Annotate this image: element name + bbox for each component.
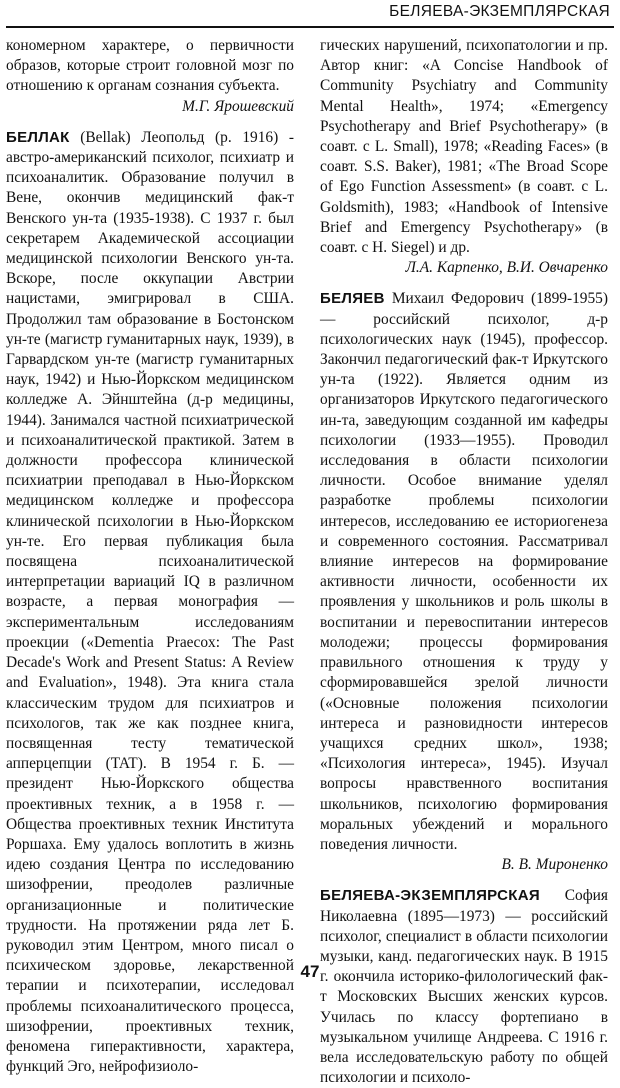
- entry-gap: [320, 278, 608, 289]
- running-head-title: БЕЛЯЕВА-ЭКЗЕМПЛЯРСКАЯ: [389, 3, 610, 20]
- page-number: 47: [300, 962, 320, 981]
- entry-headword: БЕЛЛАК: [6, 128, 70, 146]
- header-rule: [6, 26, 614, 28]
- entry-body: София Николаевна (1895—1973) — российский психолог, специалист в области психологии музыки, канд. педагогических наук. В 1915 г. окончила историко-филологический фак-т Московских Высших женских курсов. Училась по классу фортепиано в музыкальном училище Андреева. С 1916 г. вела исследовательскую работу по общей психологии и психоло-: [320, 887, 608, 1087]
- entry-author-signature: М.Г. Ярошевский: [182, 97, 294, 115]
- entry-author-signature: Л.А. Карпенко, В.И. Овчаренко: [405, 259, 608, 277]
- left-column: [6, 36, 294, 1077]
- entry-bellak: [6, 128, 294, 1078]
- running-head: [0, 0, 620, 34]
- entry-headword: БЕЛЯЕВА-ЭКЗЕМПЛЯРСКАЯ: [320, 887, 540, 905]
- entry-body: Михаил Федорович (1899-1955) — российский психолог, д-р психологических наук (1945), профессор. Закончил педагогический фак-т Иркутского ун-та (1922). Является одним из организаторов Иркутского педагогического ин-та, заведующим созданной им кафедры психологии (1933—1955). Проводил исследования в области психологии личности. Особое внимание уделял разработке проблемы психологии интересов, исследованию ее историогенеза и современного состояния. Рассматривал влияние интересов на формирование активности личности, особенности их проявления у школьников и роль школы в воспитании и перевоспитании интересов молодежи; процессы формирования правильного отношения к труду у сформировавшейся зрелой личности («Основные положения психологии интереса и разновидности интересов учащихся средних школ», 1938; «Психология интереса», 1945). Изучал вопросы нравственного воспитания школьников, психологию формирования моральных убеждений и морального поведения личности.: [320, 290, 608, 853]
- entry-body: (Bellak) Леопольд (р. 1916) - австро-американский психолог, психиатр и психоаналитик. Образование получил в Вене, окончив медицинский фак-т Венского ун-та (1935-1938). С 1937 г. был секретарем Академической ассоциации медицинской психологии Венского ун-та. Вскоре, после оккупации Австрии нацистами, эмигрировал в США. Продолжил там образование в Бостонском ун-те (магистр гуманитарных наук, 1939), в Гарвардском ун-те (магистр гуманитарных наук, 1942) и Нью-Йоркском медицинском колледже А. Эйнштейна (д-р медицины, 1944). Занимался частной психиатрической и психоаналитической практикой. Затем в должности профессора клинической психиатрии преподавал в Нью-Йоркском медицинском колледже и профессора клинической психологии в Нью-Йоркском ун-те. Его первая публикация была посвящена психоаналитической интерпретации вариаций IQ в различном возрасте, а первая монография — экспериментальным исследованиям проекции («Dementia Praecox: The Past Decade's Work and Present Status: A Review and Evaluation», 1948). Эта книга стала классическим трудом для психиатров и психологов, так же как позднее книга, посвященная тесту тематической апперцепции (TAT). В 1954 г. Б. — президент Нью-Йоркского общества проективных техник, а в 1958 г. — Общества проективных техник Института Роршаха. Ему удалось воплотить в жизнь идею создания Центра по исследованию шизофрении, преодолев различные организационные и политические трудности. На протяжении ряда лет Б. руководил этим Центром, много писал о психическом здоровье, лекарственной терапии и психотерапии, исследовал проблемы психоаналитического процесса, шизофрении, проективных техник, феномена гиперактивности, характера, функций Эго, нейрофизиоло-: [6, 128, 294, 1076]
- continued-entry-text: гических нарушений, психопатологии и пр. Автор книг: «A Concise Handbook of Community Psychiatry and Community Mental Health», 1974; «Emergency Psychotherapy and Brief Psychotherapy» (в соавт. с L. Small), 1978; «Reading Faces» (в соавт. S.S. Baker), 1981; «The Broad Scope of Ego Function Assessment» (в соавт. с L. Goldsmith), 1983; «Handbook of Intensive Brief and Emergency Psychotherapy» (в соавт. с H. Siegel) и др.: [320, 37, 608, 257]
- continued-entry-text: кономерном характере, о первичности образов, которые строит головной мозг по отношению к органам сознания субъекта.: [6, 37, 294, 95]
- entry-author-signature: В. В. Мироненко: [501, 856, 608, 874]
- entry-gap: [6, 117, 294, 128]
- entry-belyaeva: [320, 886, 608, 1088]
- entry-gap: [320, 875, 608, 886]
- right-column: [320, 36, 608, 1088]
- entry-belyaev: [320, 289, 608, 855]
- entry-headword: БЕЛЯЕВ: [320, 290, 385, 308]
